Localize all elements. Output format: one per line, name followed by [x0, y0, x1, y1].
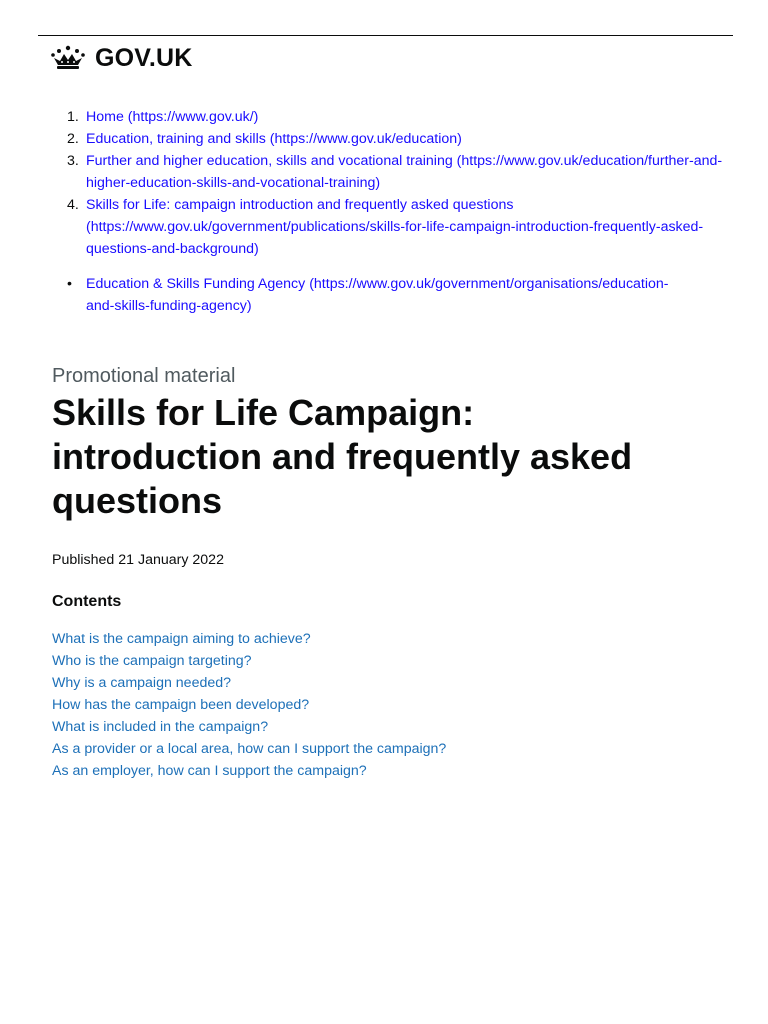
list-number: 1.: [67, 109, 79, 125]
contents-link-employer-support[interactable]: As an employer, how can I support the campaign?: [52, 763, 367, 779]
breadcrumb-item-skills-for-life: [67, 194, 736, 260]
contents-link-why-needed[interactable]: Why is a campaign needed?: [52, 675, 232, 691]
organisation-item: [67, 273, 686, 317]
list-item: [52, 738, 446, 760]
list-item: [52, 760, 446, 782]
list-item: [52, 694, 446, 716]
list-item: [52, 672, 446, 694]
breadcrumb-item-education: [67, 128, 736, 150]
contents-heading: Contents: [52, 593, 122, 610]
list-item: [52, 716, 446, 738]
top-divider: [38, 35, 733, 36]
breadcrumb: [67, 106, 736, 260]
list-number: 4.: [67, 197, 79, 213]
crown-icon: [50, 45, 86, 71]
list-item: [52, 650, 446, 672]
organisation-link[interactable]: Education & Skills Funding Agency (https://www.gov.uk/government/organisations/education-and-skills-funding-agency): [86, 276, 669, 314]
page-title: Skills for Life Campaign: introduction and frequently asked questions: [52, 392, 633, 521]
list-item: [52, 628, 446, 650]
list-number: 3.: [67, 153, 79, 169]
breadcrumb-item-further-education: [67, 150, 736, 194]
contents-list: [52, 628, 446, 782]
document-type-caption: Promotional material: [52, 365, 236, 387]
breadcrumb-link-home[interactable]: Home (https://www.gov.uk/): [86, 109, 259, 125]
contents-link-provider-support[interactable]: As a provider or a local area, how can I support the campaign?: [52, 741, 447, 757]
contents-link-developed[interactable]: How has the campaign been developed?: [52, 697, 310, 713]
govuk-header[interactable]: [50, 42, 193, 74]
contents-link-aims[interactable]: What is the campaign aiming to achieve?: [52, 631, 311, 647]
breadcrumb-item-home: [67, 106, 736, 128]
contents-link-targeting[interactable]: Who is the campaign targeting?: [52, 653, 252, 669]
contents-link-included[interactable]: What is included in the campaign?: [52, 719, 269, 735]
published-date: Published 21 January 2022: [52, 552, 224, 568]
govuk-logotype: GOV.UK: [95, 43, 193, 72]
breadcrumb-link-education[interactable]: Education, training and skills (https://www.gov.uk/education): [86, 131, 462, 147]
breadcrumb-link-skills-for-life[interactable]: Skills for Life: campaign introduction and frequently asked questions (https://www.gov.uk/government/publications/skills-for-life-campaign-introduction-frequently-asked-questions-and-background): [86, 197, 704, 257]
breadcrumb-link-further-education[interactable]: Further and higher education, skills and vocational training (https://www.gov.uk/education/further-and-higher-education-skills-and-vocational-training): [86, 153, 723, 191]
organisation-list: [67, 273, 686, 317]
list-number: 2.: [67, 131, 79, 147]
bullet: •: [67, 276, 72, 292]
